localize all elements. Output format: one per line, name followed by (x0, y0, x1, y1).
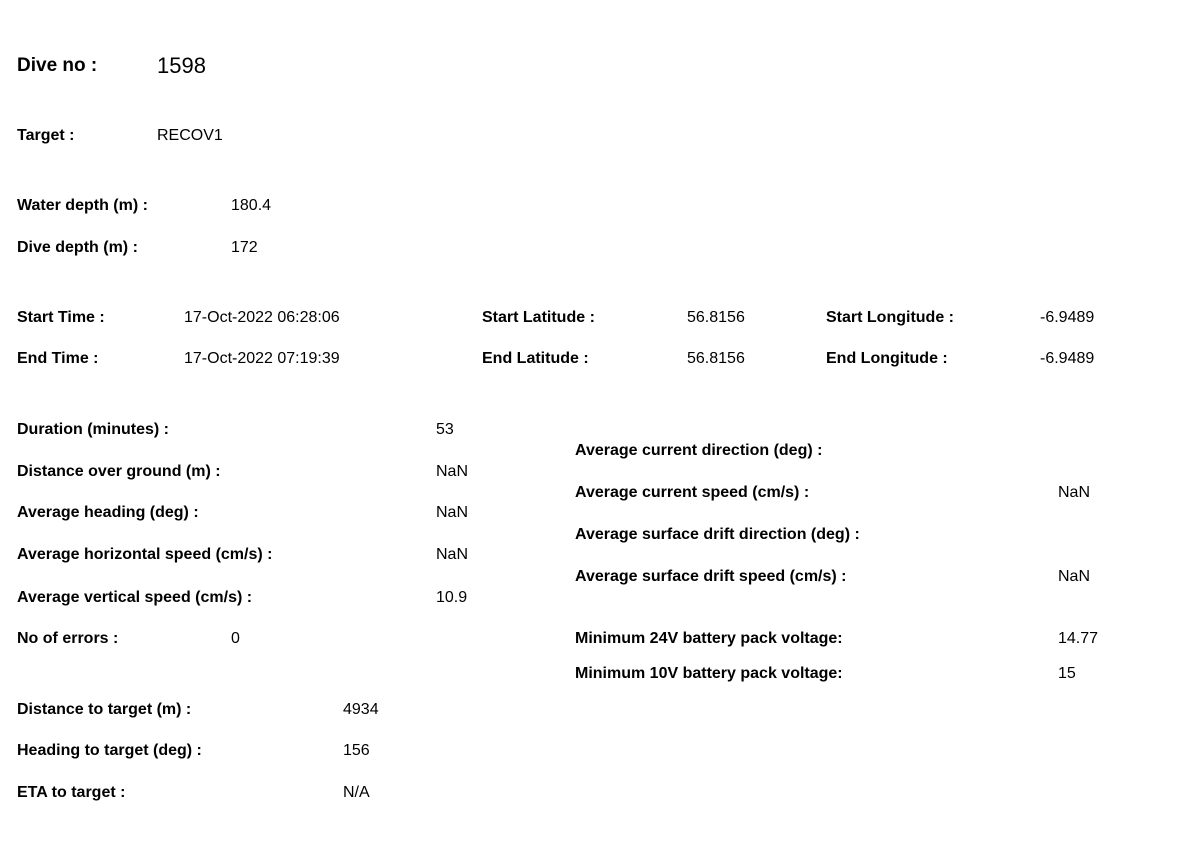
start-latitude-value: 56.8156 (687, 309, 745, 326)
average-heading-value: NaN (436, 504, 469, 521)
average-surface-drift-direction-label: Average surface drift direction (deg) : (575, 526, 860, 543)
end-latitude-label: End Latitude : (482, 350, 589, 367)
distance-over-ground-value: NaN (436, 463, 469, 480)
average-horizontal-speed-value: NaN (436, 546, 469, 563)
battery-24v-value: 14.77 (1058, 630, 1099, 647)
end-longitude-label: End Longitude : (826, 350, 948, 367)
heading-to-target-value: 156 (343, 742, 370, 759)
start-longitude-label: Start Longitude : (826, 309, 954, 326)
average-heading-label: Average heading (deg) : (17, 504, 199, 521)
duration-value: 53 (436, 421, 454, 438)
average-current-speed-value: NaN (1058, 484, 1091, 501)
end-latitude-value: 56.8156 (687, 350, 745, 367)
water-depth-value: 180.4 (231, 197, 272, 214)
dive-number-label: Dive no : (17, 55, 98, 76)
start-time-value: 17-Oct-2022 06:28:06 (184, 309, 340, 326)
eta-to-target-label: ETA to target : (17, 784, 126, 801)
eta-to-target-value: N/A (343, 784, 370, 801)
target-value: RECOV1 (157, 127, 223, 144)
average-horizontal-speed-label: Average horizontal speed (cm/s) : (17, 546, 273, 563)
water-depth-label: Water depth (m) : (17, 197, 148, 214)
battery-10v-value: 15 (1058, 665, 1076, 682)
distance-to-target-value: 4934 (343, 701, 379, 718)
errors-label: No of errors : (17, 630, 119, 647)
end-longitude-value: -6.9489 (1040, 350, 1095, 367)
end-time-value: 17-Oct-2022 07:19:39 (184, 350, 340, 367)
duration-label: Duration (minutes) : (17, 421, 169, 438)
battery-10v-label: Minimum 10V battery pack voltage: (575, 665, 843, 682)
errors-value: 0 (231, 630, 240, 647)
average-vertical-speed-label: Average vertical speed (cm/s) : (17, 589, 253, 606)
battery-24v-label: Minimum 24V battery pack voltage: (575, 630, 843, 647)
target-label: Target : (17, 127, 75, 144)
average-current-direction-label: Average current direction (deg) : (575, 442, 823, 459)
start-longitude-value: -6.9489 (1040, 309, 1095, 326)
dive-depth-value: 172 (231, 239, 258, 256)
distance-over-ground-label: Distance over ground (m) : (17, 463, 221, 480)
end-time-label: End Time : (17, 350, 99, 367)
average-current-speed-label: Average current speed (cm/s) : (575, 484, 810, 501)
dive-number-value: 1598 (157, 53, 206, 78)
distance-to-target-label: Distance to target (m) : (17, 701, 192, 718)
average-surface-drift-speed-value: NaN (1058, 568, 1091, 585)
dive-depth-label: Dive depth (m) : (17, 239, 138, 256)
heading-to-target-label: Heading to target (deg) : (17, 742, 202, 759)
average-vertical-speed-value: 10.9 (436, 589, 468, 606)
average-surface-drift-speed-label: Average surface drift speed (cm/s) : (575, 568, 847, 585)
start-time-label: Start Time : (17, 309, 105, 326)
start-latitude-label: Start Latitude : (482, 309, 595, 326)
